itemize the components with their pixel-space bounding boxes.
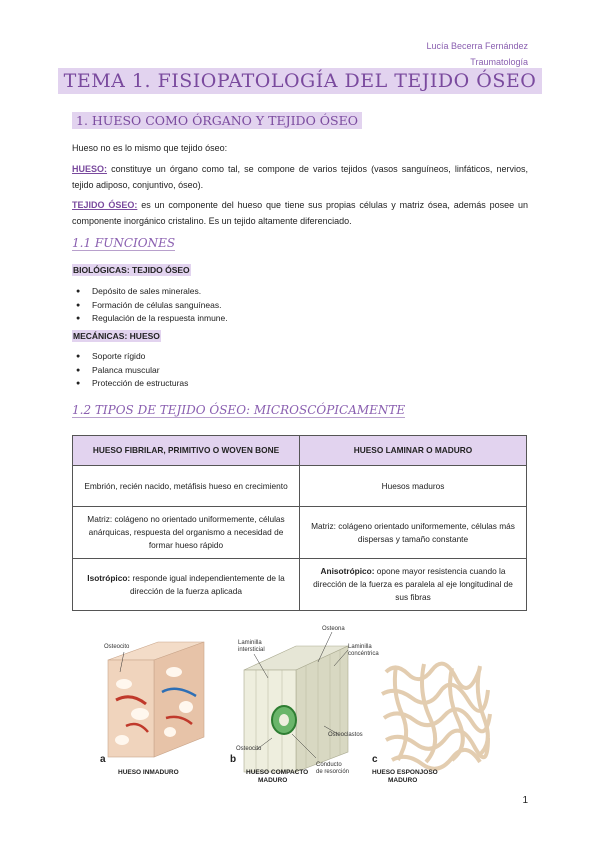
- table-cell: Isotrópico: responde igual independientemente de la dirección de la fuerza aplicada: [73, 559, 300, 611]
- bone-tissue-figure: [96, 622, 516, 792]
- table-cell: Matriz: colágeno orientado uniformemente, células más dispersas y tamaño constante: [300, 507, 527, 559]
- table-header-cell: HUESO LAMINAR O MADURO: [300, 436, 527, 466]
- mec-list: [72, 350, 188, 391]
- hueso-text: constituye un órgano como tal, se compone de varios tejidos (vasos sanguíneos, linfáticos, nervios, tejido adiposo, conjuntivo, óseo).: [72, 164, 528, 190]
- osteocyte-label-a: Osteocito: [104, 644, 130, 650]
- page-number: 1: [522, 795, 528, 806]
- tejido-paragraph: [72, 198, 528, 229]
- figure-letter-a: a: [100, 754, 106, 765]
- resorption-canal-label: Conducto de resorción: [316, 762, 350, 775]
- tejido-keyword: TEJIDO ÓSEO:: [72, 200, 138, 210]
- list-item: ● Regulación de la respuesta inmune.: [72, 312, 228, 326]
- bone-types-table: [72, 435, 527, 611]
- table-cell: Embrión, recién nacido, metáfisis hueso en crecimiento: [73, 466, 300, 507]
- spongy-bone-block: [382, 664, 490, 769]
- bio-list: [72, 285, 228, 326]
- bio-label: BIOLÓGICAS: TEJIDO ÓSEO: [73, 265, 190, 275]
- hueso-paragraph: [72, 162, 528, 193]
- immature-bone-cube: [108, 642, 204, 757]
- caption-compact: HUESO COMPACTO MADURO: [246, 769, 309, 784]
- figure-letter-c: c: [372, 754, 378, 765]
- intro-paragraph: Hueso no es lo mismo que tejido óseo:: [72, 143, 228, 153]
- interstitial-lamella-label: Laminilla intersticial: [238, 640, 265, 653]
- concentric-lamella-label: Laminilla concéntrica: [348, 644, 379, 657]
- table-row: [73, 466, 527, 507]
- table-row: [73, 559, 527, 611]
- author-name: Lucía Becerra Fernández: [426, 41, 528, 51]
- list-item: ● Soporte rígido: [72, 350, 188, 364]
- table-header-row: [73, 436, 527, 466]
- subsection-heading-types: 1.2 TIPOS DE TEJIDO ÓSEO: MICROSCÓPICAMENTE: [72, 403, 406, 417]
- table-header-cell: HUESO FIBRILAR, PRIMITIVO O WOVEN BONE: [73, 436, 300, 466]
- subsection-heading-functions: 1.1 FUNCIONES: [72, 236, 176, 250]
- subject-name: Traumatología: [470, 57, 528, 67]
- section-heading-1: 1. HUESO COMO ÓRGANO Y TEJIDO ÓSEO: [72, 112, 362, 130]
- list-item: ● Protección de estructuras: [72, 377, 188, 391]
- hueso-keyword: HUESO:: [72, 164, 108, 174]
- osteoclasts-label: Osteoclastos: [328, 732, 363, 738]
- table-row: [73, 507, 527, 559]
- figure-letter-b: b: [230, 754, 237, 765]
- osteon-label: Osteona: [322, 626, 345, 632]
- author-block: [426, 38, 528, 70]
- table-cell: Huesos maduros: [300, 466, 527, 507]
- list-item: ● Depósito de sales minerales.: [72, 285, 228, 299]
- osteocyte-label-b: Osteocito: [236, 746, 262, 752]
- table-cell: Anisotrópico: opone mayor resistencia cuando la dirección de la fuerza es paralela al eje longitudinal de sus fibras: [300, 559, 527, 611]
- caption-spongy: HUESO ESPONJOSO MADURO: [372, 769, 438, 784]
- caption-immature: HUESO INMADURO: [118, 769, 179, 776]
- list-item: ● Palanca muscular: [72, 364, 188, 378]
- table-cell: Matriz: colágeno no orientado uniformemente, células anárquicas, respuesta del organismo a necesidad de formar hueso rápido: [73, 507, 300, 559]
- tejido-text: es un componente del hueso que tiene sus propias células y matriz ósea, además posee un componente inorgánico cristalino. Es un tejido altamente diferenciado.: [72, 200, 528, 226]
- list-item: ● Formación de células sanguíneas.: [72, 299, 228, 313]
- mec-label: MECÁNICAS: HUESO: [73, 331, 160, 341]
- page-title: TEMA 1. FISIOPATOLOGÍA DEL TEJIDO ÓSEO: [0, 68, 600, 94]
